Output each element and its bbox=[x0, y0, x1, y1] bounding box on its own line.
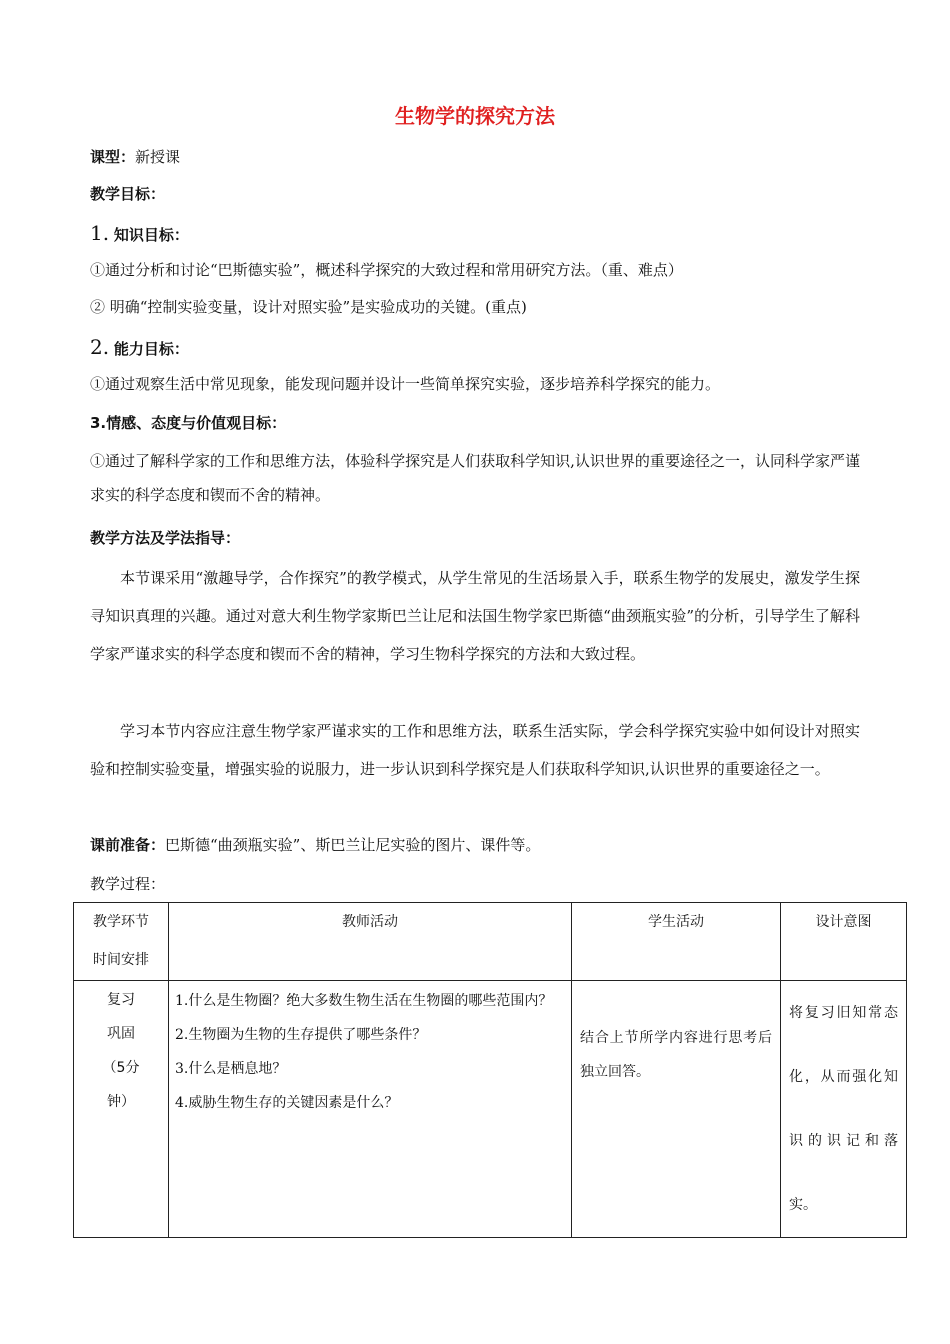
header-stage-line1: 教学环节 bbox=[93, 914, 149, 930]
knowledge-item-1: ①通过分析和讨论“巴斯德实验”，概述科学探究的大致过程和常用研究方法。（重、难点） bbox=[90, 261, 683, 279]
teacher-question-3: 3.什么是栖息地？ bbox=[175, 1061, 287, 1077]
header-stage-line2: 时间安排 bbox=[93, 952, 149, 968]
row-design-intent: 将复习旧知常态化，从而强化知识的识记和落实。 bbox=[781, 981, 907, 1238]
emotion-heading: 3.情感、态度与价值观目标： bbox=[90, 414, 287, 432]
ability-heading: 能力目标： bbox=[113, 340, 189, 358]
methods-heading: 教学方法及学法指导： bbox=[90, 529, 241, 547]
row-stage-line: 复习 bbox=[107, 992, 135, 1008]
knowledge-heading-line bbox=[90, 221, 189, 247]
header-student: 学生活动 bbox=[572, 903, 781, 981]
ability-number: 2. bbox=[90, 335, 110, 359]
objectives-heading: 教学目标： bbox=[90, 185, 166, 203]
methods-paragraph-1: 本节课采用“激趣导学，合作探究”的教学模式，从学生常见的生活场景入手，联系生物学的发展史，激发学生探寻知识真理的兴趣。通过对意大利生物学家斯巴兰让尼和法国生物学家巴斯德“曲颈瓶实验”的分析，引导学生了解科学家严谨求实的科学态度和锲而不舍的精神，学习生物科学探究的方法和大致过程。 bbox=[90, 569, 860, 663]
preparation bbox=[90, 833, 540, 857]
preparation-label: 课前准备： bbox=[90, 836, 166, 854]
knowledge-number: 1. bbox=[90, 221, 110, 245]
teacher-question-2: 2.生物圈为生物的生存提供了哪些条件？ bbox=[175, 1027, 427, 1043]
lesson-process-table bbox=[73, 902, 907, 1238]
teacher-question-4: 4.威胁生物生存的关键因素是什么？ bbox=[175, 1095, 399, 1111]
knowledge-item-2: ② 明确“控制实验变量，设计对照实验”是实验成功的关键。(重点) bbox=[90, 298, 527, 316]
knowledge-heading: 知识目标： bbox=[113, 226, 189, 244]
header-intent: 设计意图 bbox=[781, 903, 907, 981]
lesson-type-label: 课型： bbox=[90, 148, 136, 166]
emotion-text: ①通过了解科学家的工作和思维方法，体验科学探究是人们获取科学知识,认识世界的重要途径之一，认同科学家严谨求实的科学态度和锲而不舍的精神。 bbox=[90, 452, 860, 504]
row-teacher-activity bbox=[169, 981, 572, 1238]
methods-paragraph-2: 学习本节内容应注意生物学家严谨求实的工作和思维方法，联系生活实际，学会科学探究实验中如何设计对照实验和控制实验变量，增强实验的说服力，进一步认识到科学探究是人们获取科学知识,认识世界的重要途径之一。 bbox=[90, 722, 860, 778]
page-title: 生物学的探究方法 bbox=[395, 104, 555, 128]
teacher-question-1: 1.什么是生物圈？绝大多数生物生活在生物圈的哪些范围内？ bbox=[175, 993, 553, 1009]
table-header-row bbox=[74, 903, 907, 981]
header-stage bbox=[74, 903, 169, 981]
row-student-activity: 结合上节所学内容进行思考后独立回答。 bbox=[572, 981, 781, 1238]
row-stage bbox=[74, 981, 169, 1238]
row-stage-line: 巩固 bbox=[107, 1026, 135, 1042]
process-label: 教学过程： bbox=[90, 875, 166, 893]
lesson-type-value: 新授课 bbox=[135, 148, 181, 166]
ability-heading-line bbox=[90, 335, 189, 361]
lesson-type bbox=[90, 145, 180, 169]
table-row bbox=[74, 981, 907, 1238]
ability-item-1: ①通过观察生活中常见现象，能发现问题并设计一些简单探究实验，逐步培养科学探究的能力。 bbox=[90, 375, 721, 393]
row-stage-line: 钟） bbox=[107, 1094, 135, 1110]
row-stage-line: （5分 bbox=[102, 1060, 140, 1076]
preparation-value: 巴斯德“曲颈瓶实验”、斯巴兰让尼实验的图片、课件等。 bbox=[165, 836, 541, 854]
header-teacher: 教师活动 bbox=[169, 903, 572, 981]
